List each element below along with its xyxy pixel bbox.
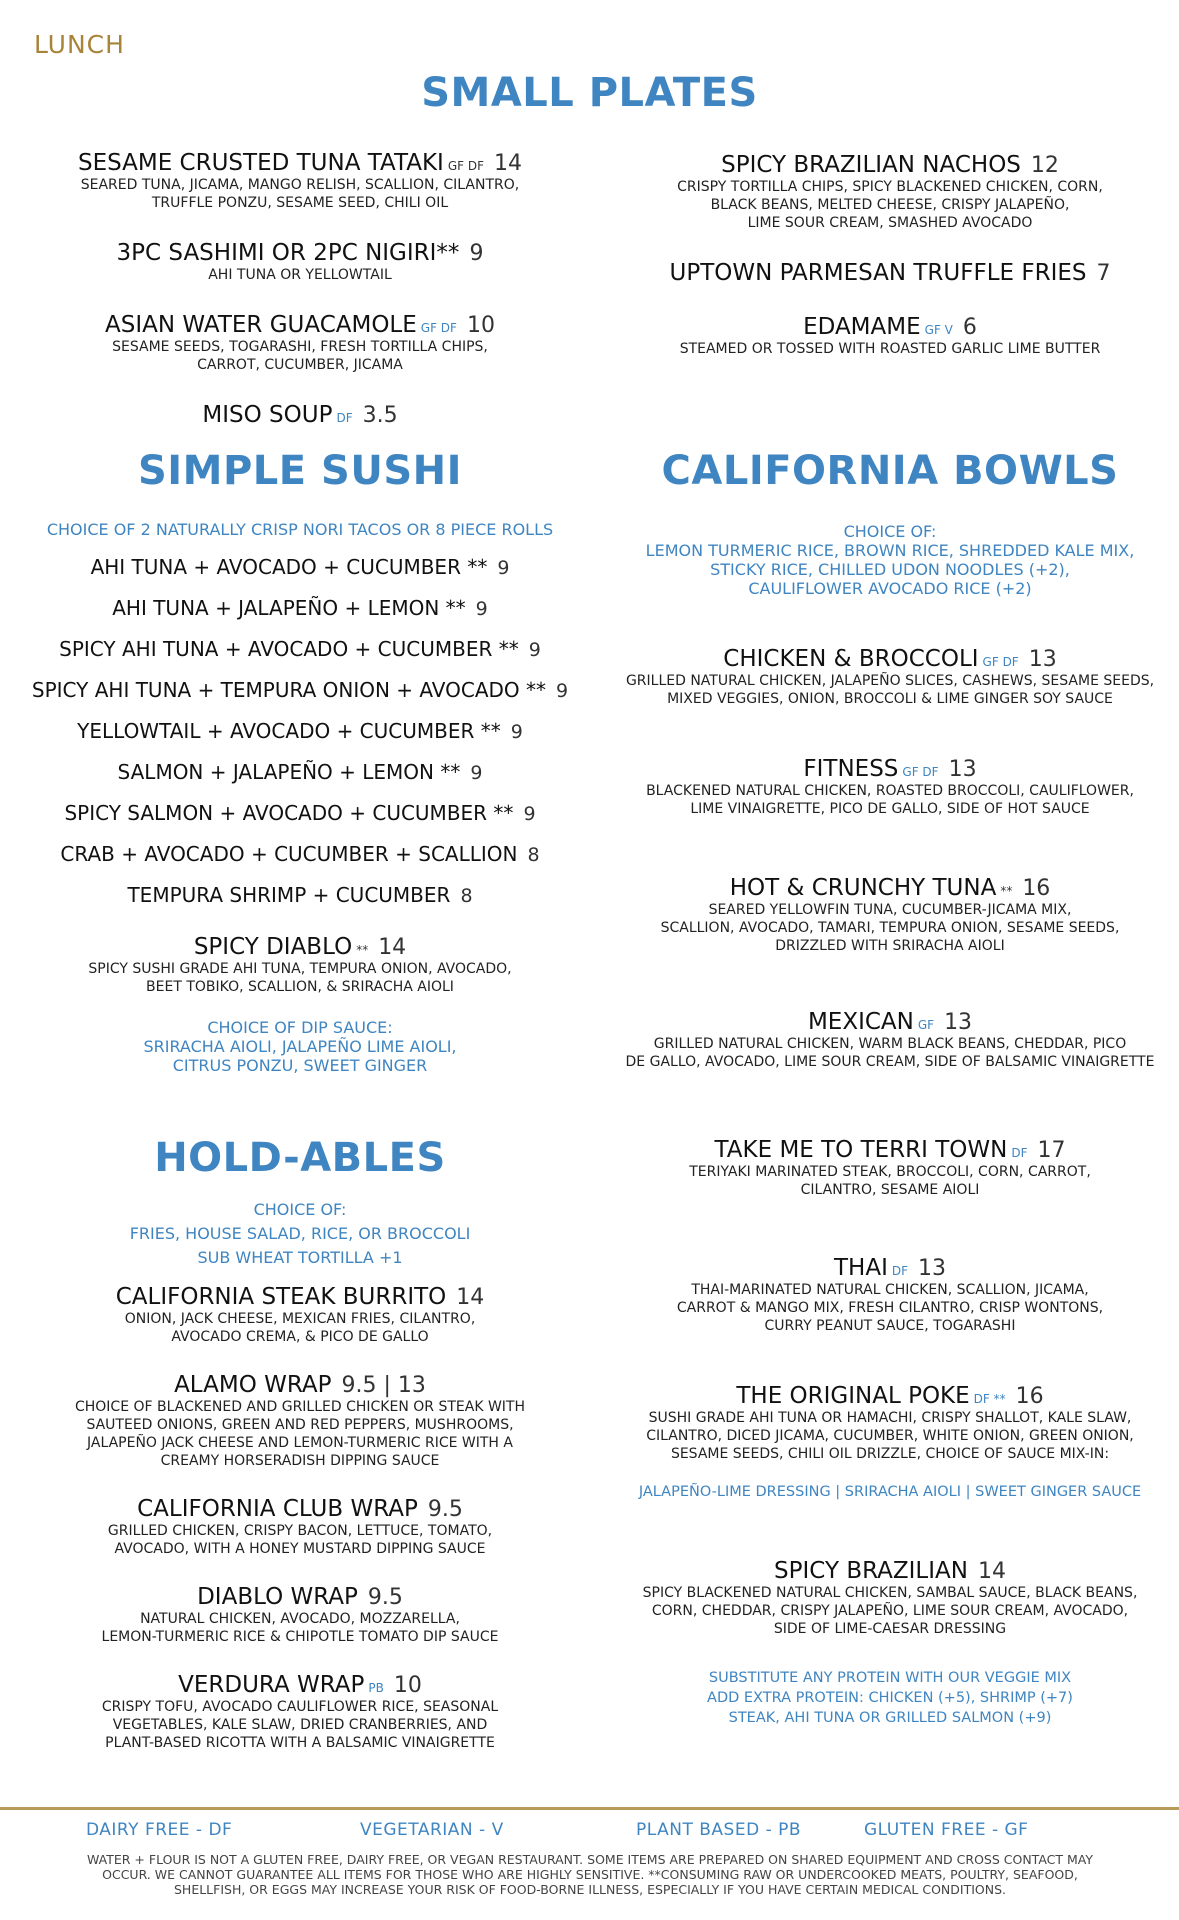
poke-sauce-options: JALAPEÑO-LIME DRESSING | SRIRACHA AIOLI | SWEET GINGER SAUCE (638, 1484, 1142, 1500)
menu-item: SPICY BRAZILIAN 14 SPICY BLACKENED NATURAL CHICKEN, SAMBAL SAUCE, BLACK BEANS, CORN, CHEDDAR, CRISPY JALAPEÑO, LIME SOUR CREAM, AVOCADO, SIDE OF LIME-CAESAR DRESSING (642, 1558, 1138, 1637)
item-price: 14 (378, 935, 407, 960)
hold-ables-choice: CHOICE OF: FRIES, HOUSE SALAD, RICE, OR BROCCOLI SUB WHEAT TORTILLA +1 (129, 1200, 471, 1267)
roll-item: SPICY AHI TUNA + TEMPURA ONION + AVOCADO ** 9 (31, 678, 569, 702)
item-desc: SEARED TUNA, JICAMA, MANGO RELISH, SCALLION, CILANTRO, (80, 177, 520, 193)
roll-item: SPICY AHI TUNA + AVOCADO + CUCUMBER ** 9 (59, 637, 541, 661)
item-price: 14 (494, 151, 523, 176)
menu-item: THAI DF 13 THAI-MARINATED NATURAL CHICKEN, SCALLION, JICAMA, CARROT & MANGO MIX, FRESH CILANTRO, CRISP WONTONS, CURRY PEANUT SAUCE, TOGARASHI (676, 1255, 1104, 1334)
item-name: DIABLO WRAP (197, 1584, 358, 1610)
menu-item: VERDURA WRAP PB 10 CRISPY TOFU, AVOCADO CAULIFLOWER RICE, SEASONAL VEGETABLES, KALE SLAW, DRIED CRANBERRIES, AND PLANT-BASED RICOTTA WITH A BALSAMIC VINAIGRETTE (101, 1672, 499, 1751)
roll-item: AHI TUNA + JALAPEÑO + LEMON ** 9 (112, 596, 488, 620)
simple-sushi-title: SIMPLE SUSHI (137, 448, 462, 494)
item-name: SPICY DIABLO (193, 934, 353, 960)
roll-item: YELLOWTAIL + AVOCADO + CUCUMBER ** 9 (77, 719, 523, 743)
california-bowls-section (610, 522, 1170, 1728)
menu-item (20, 934, 580, 996)
menu-item: HOT & CRUNCHY TUNA ** 16 SEARED YELLOWFIN TUNA, CUCUMBER-JICAMA MIX, SCALLION, AVOCADO, TAMARI, TEMPURA ONION, SESAME SEEDS, DRIZZLED WITH SRIRACHA AIOLI (660, 875, 1120, 954)
item-price: 6 (962, 315, 977, 340)
item-price: 9 (469, 241, 484, 266)
item-tags: PB (368, 1681, 384, 1695)
item-name: CALIFORNIA CLUB WRAP (137, 1496, 418, 1522)
bowls-choice: CHOICE OF: LEMON TURMERIC RICE, BROWN RICE, SHREDDED KALE MIX, STICKY RICE, CHILLED UDON NOODLES (+2), CAULIFLOWER AVOCADO RICE (+2) (645, 522, 1135, 598)
item-price: 9.5 | 13 (341, 1373, 426, 1398)
item-price: 12 (1030, 153, 1059, 178)
item-name: SPICY BRAZILIAN NACHOS (721, 152, 1021, 178)
item-price: 10 (466, 313, 495, 338)
item-price: 3.5 (362, 403, 398, 428)
item-desc: STEAMED OR TOSSED WITH ROASTED GARLIC LIME BUTTER (679, 341, 1101, 357)
item-tags: GF DF (447, 159, 485, 173)
simple-sushi-section (20, 520, 580, 1075)
item-desc: CRISPY TORTILLA CHIPS, SPICY BLACKENED CHICKEN, CORN, (677, 179, 1103, 195)
menu-item (610, 314, 1170, 358)
menu-item (20, 240, 580, 284)
hold-ables-title: HOLD-ABLES (154, 1135, 446, 1181)
roll-item: SALMON + JALAPEÑO + LEMON ** 9 (117, 760, 483, 784)
legend-vegetarian: VEGETARIAN - V (360, 1820, 504, 1840)
item-tags: ** (356, 943, 369, 957)
item-price: 9.5 (367, 1585, 403, 1610)
item-desc: SESAME SEEDS, TOGARASHI, FRESH TORTILLA CHIPS, (112, 339, 488, 355)
menu-item: DIABLO WRAP 9.5 NATURAL CHICKEN, AVOCADO, MOZZARELLA, LEMON-TURMERIC RICE & CHIPOTLE TOMATO DIP SAUCE (101, 1584, 499, 1645)
legend-gluten-free: GLUTEN FREE - GF (864, 1820, 1029, 1840)
sushi-choice-note: CHOICE OF 2 NATURALLY CRISP NORI TACOS OR 8 PIECE ROLLS (46, 520, 554, 539)
menu-item: THE ORIGINAL POKE DF ** 16 SUSHI GRADE AHI TUNA OR HAMACHI, CRISPY SHALLOT, KALE SLAW, CILANTRO, DICED JICAMA, CUCUMBER, WHITE ONION, GREEN ONION, SESAME SEEDS, CHILI OIL DRIZZLE, CHOICE OF SAUCE MIX-IN: (646, 1383, 1134, 1462)
menu-item: ALAMO WRAP 9.5 | 13 CHOICE OF BLACKENED AND GRILLED CHICKEN OR STEAK WITH SAUTEED ONIONS, GREEN AND RED PEPPERS, MUSHROOMS, JALAPEÑO JACK CHEESE AND LEMON-TURMERIC RICE WITH A CREAMY HORSERADISH DIPPING SAUCE (74, 1372, 525, 1469)
item-desc: AHI TUNA OR YELLOWTAIL (208, 267, 392, 283)
legend-plant-based: PLANT BASED - PB (636, 1820, 802, 1840)
menu-item (610, 152, 1170, 232)
item-name: 3PC SASHIMI OR 2PC NIGIRI** (116, 240, 460, 266)
item-name: CALIFORNIA STEAK BURRITO (115, 1284, 447, 1310)
item-tags: DF (336, 411, 353, 425)
rolls-list (20, 555, 580, 924)
roll-item: SPICY SALMON + AVOCADO + CUCUMBER ** 9 (64, 801, 536, 825)
small-plates-left (20, 150, 580, 428)
item-desc: TRUFFLE PONZU, SESAME SEED, CHILI OIL (151, 195, 449, 211)
menu-item: FITNESS GF DF 13 BLACKENED NATURAL CHICKEN, ROASTED BROCCOLI, CAULIFLOWER, LIME VINAIGRETTE, PICO DE GALLO, SIDE OF HOT SAUCE (646, 756, 1134, 817)
substitute-note: SUBSTITUTE ANY PROTEIN WITH OUR VEGGIE MIX ADD EXTRA PROTEIN: CHICKEN (+5), SHRIMP (+7) STEAK, AHI TUNA OR GRILLED SALMON (+9) (707, 1670, 1073, 1726)
item-price: 14 (456, 1285, 485, 1310)
roll-item: CRAB + AVOCADO + CUCUMBER + SCALLION 8 (60, 842, 540, 866)
item-tags: GF V (924, 323, 953, 337)
menu-item (20, 150, 580, 212)
california-bowls-title: CALIFORNIA BOWLS (661, 448, 1119, 494)
roll-item: AHI TUNA + AVOCADO + CUCUMBER ** 9 (90, 555, 510, 579)
menu-item: CALIFORNIA CLUB WRAP 9.5 GRILLED CHICKEN, CRISPY BACON, LETTUCE, TOMATO, AVOCADO, WITH A HONEY MUSTARD DIPPING SAUCE (107, 1496, 493, 1557)
menu-item (20, 402, 580, 428)
allergen-disclaimer: WATER + FLOUR IS NOT A GLUTEN FREE, DAIRY FREE, OR VEGAN RESTAURANT. SOME ITEMS ARE PREPARED ON SHARED EQUIPMENT AND CROSS CONTACT MAY OCCUR. WE CANNOT GUARANTEE ALL ITEMS FOR THOSE WHO ARE HIGHLY SENSITIVE. **CONSUMING RAW OR UNDERCOOKED MEATS, POULTRY, SEAFOOD, SHELLFISH, OR EGGS MAY INCREASE YOUR RISK OF FOOD-BORNE ILLNESS, ESPECIALLY IF YOU HAVE CERTAIN MEDICAL CONDITIONS. (86, 1852, 1094, 1897)
item-price: 10 (393, 1673, 422, 1698)
item-name: SESAME CRUSTED TUNA TATAKI (77, 150, 444, 176)
item-desc: CARROT, CUCUMBER, JICAMA (197, 357, 403, 373)
item-name: ASIAN WATER GUACAMOLE (105, 312, 417, 338)
menu-item: CALIFORNIA STEAK BURRITO 14 ONION, JACK CHEESE, MEXICAN FRIES, CILANTRO, AVOCADO CREMA, & PICO DE GALLO (115, 1284, 485, 1345)
item-desc: LIME SOUR CREAM, SMASHED AVOCADO (747, 215, 1033, 231)
menu-item: MEXICAN GF 13 GRILLED NATURAL CHICKEN, WARM BLACK BEANS, CHEDDAR, PICO DE GALLO, AVOCADO, LIME SOUR CREAM, SIDE OF BALSAMIC VINAIGRETTE (625, 1009, 1155, 1070)
lunch-label: LUNCH (34, 30, 125, 59)
item-name: MISO SOUP (202, 402, 333, 428)
item-desc: SPICY SUSHI GRADE AHI TUNA, TEMPURA ONION, AVOCADO, (88, 961, 512, 977)
legend-dairy-free: DAIRY FREE - DF (86, 1820, 233, 1840)
menu-item (20, 312, 580, 374)
small-plates-title: SMALL PLATES (421, 70, 758, 116)
small-plates-right (610, 152, 1170, 358)
item-name: UPTOWN PARMESAN TRUFFLE FRIES (669, 260, 1087, 286)
menu-item (610, 260, 1170, 286)
hold-ables-section (20, 1198, 580, 1752)
footer-divider (0, 1807, 1179, 1810)
menu-item: TAKE ME TO TERRI TOWN DF 17 TERIYAKI MARINATED STEAK, BROCCOLI, CORN, CARROT, CILANTRO, SESAME AIOLI (689, 1137, 1091, 1198)
item-tags: GF DF (420, 321, 457, 335)
dip-sauce-note: CHOICE OF DIP SAUCE: SRIRACHA AIOLI, JALAPEÑO LIME AIOLI, CITRUS PONZU, SWEET GINGER (143, 1018, 457, 1075)
item-name: EDAMAME (803, 314, 921, 340)
item-price: 7 (1096, 261, 1111, 286)
item-desc: BEET TOBIKO, SCALLION, & SRIRACHA AIOLI (146, 979, 454, 995)
menu-item: CHICKEN & BROCCOLI GF DF 13 GRILLED NATURAL CHICKEN, JALAPEÑO SLICES, CASHEWS, SESAME SEEDS, MIXED VEGGIES, ONION, BROCCOLI & LIME GINGER SOY SAUCE (625, 646, 1155, 707)
roll-item: TEMPURA SHRIMP + CUCUMBER 8 (127, 883, 473, 907)
item-name: VERDURA WRAP (178, 1672, 365, 1698)
item-price: 9.5 (427, 1497, 463, 1522)
item-desc: BLACK BEANS, MELTED CHEESE, CRISPY JALAPEÑO, (710, 197, 1070, 213)
item-name: ALAMO WRAP (174, 1372, 332, 1398)
